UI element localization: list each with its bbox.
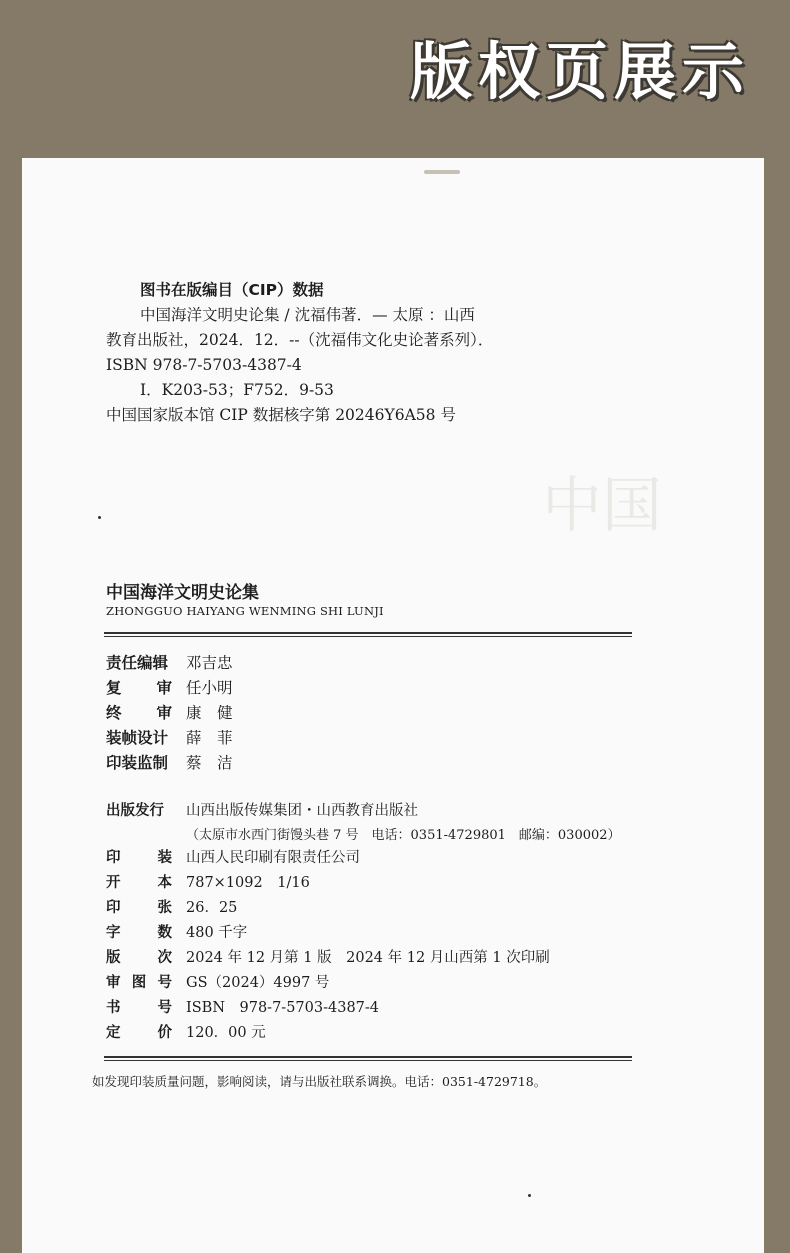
info-row [106, 1019, 621, 1044]
cip-heading: 图书在版编目（CIP）数据 [140, 281, 324, 299]
field-label: 字 数 [106, 925, 172, 941]
speck [98, 516, 101, 519]
field-value: GS（2024）4997 号 [186, 975, 330, 991]
info-row [106, 969, 621, 994]
cip-line: Ⅰ．K203-53；F752．9-53 [140, 381, 334, 399]
info-row [106, 869, 621, 894]
field-value: 2024 年 12 月第 1 版 2024 年 12 月山西第 1 次印刷 [186, 950, 550, 966]
field-label: 印装监制 [106, 753, 169, 772]
info-row [106, 649, 233, 674]
bleed-through-text: 中国 [542, 471, 662, 541]
publisher-label: 出版发行 [106, 803, 164, 819]
copyright-page [22, 158, 764, 1253]
field-label: 复 审 [106, 678, 172, 697]
cip-line: ISBN 978-7-5703-4387-4 [106, 356, 302, 374]
field-value: 120．00 元 [186, 1025, 266, 1041]
info-row [106, 749, 233, 774]
publication-info [106, 797, 621, 1044]
staff-list [106, 649, 233, 774]
field-label: 审 图 号 [106, 975, 172, 991]
field-value: 薛 菲 [186, 728, 233, 747]
field-value: 蔡 洁 [186, 753, 233, 772]
field-label: 开 本 [106, 875, 172, 891]
field-label: 版 次 [106, 950, 172, 966]
double-rule [104, 1056, 632, 1061]
field-label: 印 装 [106, 850, 172, 866]
field-value: 480 千字 [186, 925, 248, 941]
field-value: ISBN 978-7-5703-4387-4 [186, 1000, 380, 1016]
field-label: 责任编辑 [106, 653, 169, 672]
field-label: 印 张 [106, 900, 172, 916]
field-label: 书 号 [106, 1000, 172, 1016]
speck [528, 1194, 531, 1197]
scan-mark [424, 170, 460, 174]
field-value: 康 健 [186, 703, 233, 722]
field-label: 终 审 [106, 703, 172, 722]
cip-line: 中国海洋文明史论集 / 沈福伟著．— 太原 ：山西 [140, 306, 475, 324]
publisher-row [106, 797, 621, 822]
cip-line: 中国国家版本馆 CIP 数据核字第 20246Y6A58 号 [106, 406, 456, 424]
info-row [106, 844, 621, 869]
quality-notice: 如发现印装质量问题，影响阅读，请与出版社联系调换。电话：0351-4729718。 [92, 1074, 547, 1089]
field-value: 26．25 [186, 900, 238, 916]
book-pinyin: ZHONGGUO HAIYANG WENMING SHI LUNJI [106, 604, 384, 618]
cip-block [106, 278, 493, 428]
info-row [106, 894, 621, 919]
book-title: 中国海洋文明史论集 [106, 583, 259, 603]
field-label: 装帧设计 [106, 728, 169, 747]
field-value: 任小明 [186, 678, 233, 697]
publisher-value: 山西出版传媒集团・山西教育出版社 [186, 803, 418, 819]
field-value: 787×1092 1/16 [186, 875, 310, 891]
info-row [106, 674, 233, 699]
info-row [106, 994, 621, 1019]
field-value: 邓吉忠 [186, 653, 233, 672]
info-row [106, 699, 233, 724]
field-label: 定 价 [106, 1025, 172, 1041]
field-value: 山西人民印刷有限责任公司 [186, 850, 360, 866]
info-row [106, 724, 233, 749]
double-rule [104, 632, 632, 637]
publisher-address: （太原市水西门街馒头巷 7 号 电话：0351-4729801 邮编：030002） [186, 827, 621, 843]
info-row [106, 944, 621, 969]
cip-line: 教育出版社，2024．12．--（沈福伟文化史论著系列）． [106, 331, 494, 349]
banner-title: 版权页展示 [409, 35, 750, 108]
info-row [106, 919, 621, 944]
